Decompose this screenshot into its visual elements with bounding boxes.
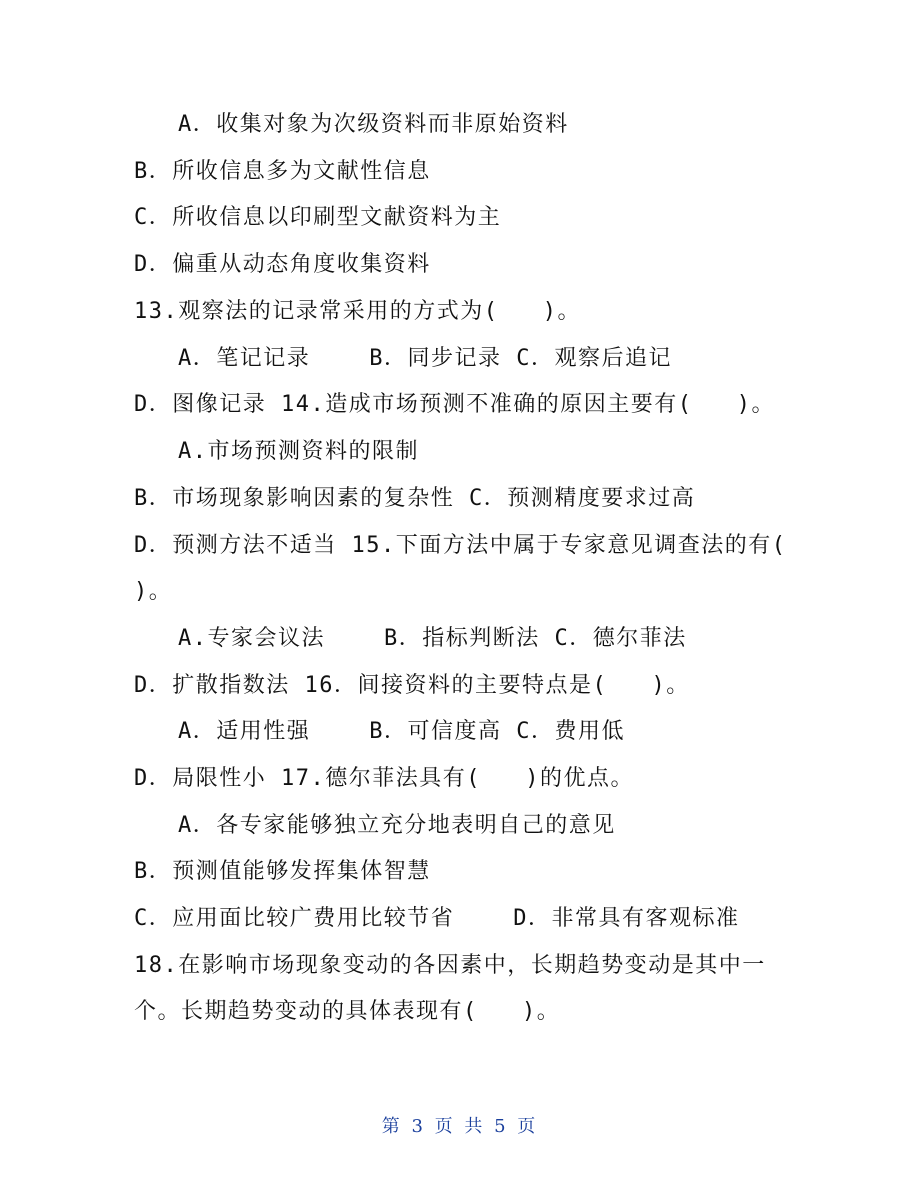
text-line-q17-options-cd: C．应用面比较广费用比较节省 D．非常具有客观标准 — [134, 906, 740, 931]
text-line-q15-options-abc: A.专家会议法 B．指标判断法 C．德尔菲法 — [178, 626, 687, 651]
text-line-q16-options-abc: A．适用性强 B．可信度高 C．费用低 — [178, 719, 625, 744]
text-line-q14-option-a: A.市场预测资料的限制 — [178, 439, 419, 464]
text-line-q16-d-question-17: D．局限性小 17.德尔菲法具有( )的优点。 — [134, 766, 634, 791]
text-line-option-d: D．偏重从动态角度收集资料 — [134, 252, 431, 277]
text-line-option-b: B．所收信息多为文献性信息 — [134, 159, 431, 184]
text-line-q13-options-abc: A．笔记记录 B．同步记录 C．观察后追记 — [178, 346, 672, 371]
text-line-q14-d-question-15: D．预测方法不适当 15.下面方法中属于专家意见调查法的有( — [134, 533, 787, 558]
text-line-q17-option-a: A．各专家能够独立充分地表明自己的意见 — [178, 813, 616, 838]
text-line-option-c: C．所收信息以印刷型文献资料为主 — [134, 205, 502, 230]
text-line-question-15-end: )。 — [134, 579, 173, 604]
text-line-option-a: A．收集对象为次级资料而非原始资料 — [178, 112, 569, 137]
text-line-q15-d-question-16: D．扩散指数法 16．间接资料的主要特点是( )。 — [134, 673, 690, 698]
text-line-question-18-end: 个。长期趋势变动的具体表现有( )。 — [134, 999, 561, 1024]
text-line-question-13: 13.观察法的记录常采用的方式为( )。 — [134, 299, 581, 324]
text-line-question-18: 18.在影响市场现象变动的各因素中，长期趋势变动是其中一 — [134, 953, 766, 978]
page-number-footer: 第 3 页 共 5 页 — [381, 1116, 539, 1137]
text-line-q13-d-question-14: D．图像记录 14.造成市场预测不准确的原因主要有( )。 — [134, 392, 775, 417]
text-line-q17-option-b: B．预测值能够发挥集体智慧 — [134, 859, 431, 884]
text-line-q14-options-bc: B．市场现象影响因素的复杂性 C．预测精度要求过高 — [134, 486, 696, 511]
